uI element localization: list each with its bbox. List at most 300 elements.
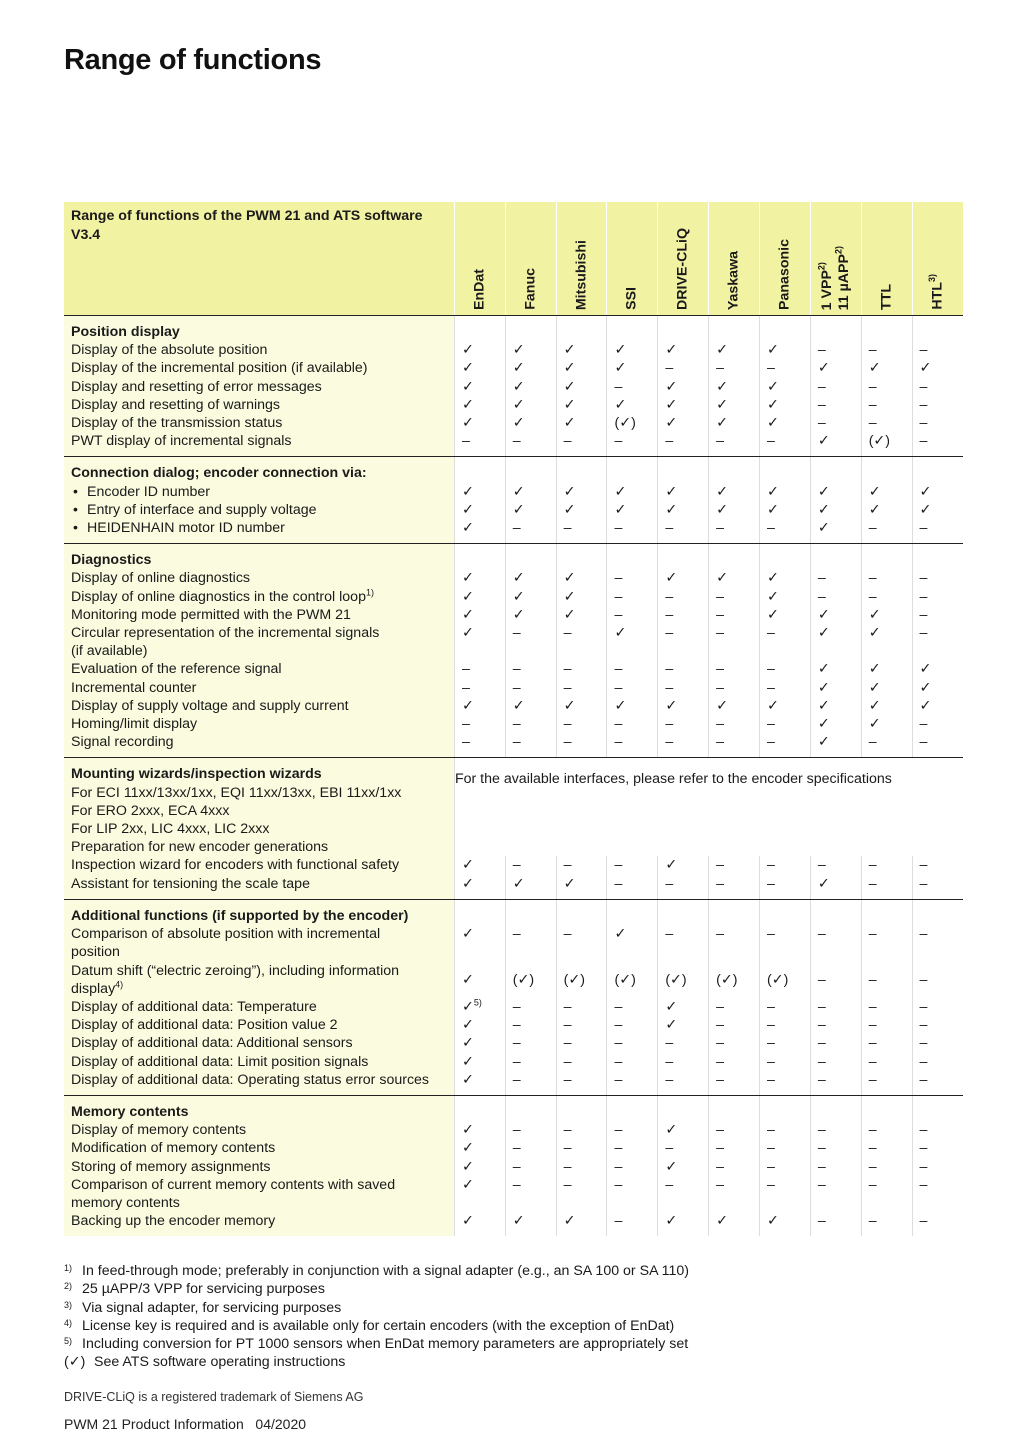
value-cell: – bbox=[912, 414, 963, 432]
row-label: Datum shift (“electric zeroing”), including information display$^{4)}$ bbox=[64, 962, 454, 998]
table-row bbox=[64, 519, 963, 544]
value-cell: ✓ bbox=[709, 396, 760, 414]
value-cell: ✓ bbox=[607, 359, 658, 377]
value-cell: – bbox=[607, 856, 658, 874]
table-row bbox=[64, 856, 963, 874]
table-row bbox=[64, 697, 963, 715]
value-cell: ✓ bbox=[556, 569, 607, 587]
table-header-label: Range of functions of the PWM 21 and ATS software V3.4 bbox=[64, 202, 454, 316]
section-title: Additional functions (if supported by the encoder) bbox=[64, 899, 454, 925]
value-cell: – bbox=[912, 1016, 963, 1034]
footnote bbox=[64, 1317, 689, 1335]
value-cell: – bbox=[505, 998, 556, 1016]
value-cell: – bbox=[556, 925, 607, 961]
value-cell: – bbox=[658, 359, 709, 377]
value-cell: – bbox=[709, 660, 760, 678]
value-cell: ✓ bbox=[709, 1212, 760, 1236]
value-cell: ✓ bbox=[505, 501, 556, 519]
value-cell: ✓ bbox=[760, 569, 811, 587]
value-cell: ✓ bbox=[709, 697, 760, 715]
value-cell: – bbox=[912, 1212, 963, 1236]
value-cell: – bbox=[505, 1016, 556, 1034]
value-cell: ✓ bbox=[760, 1212, 811, 1236]
value-cell: – bbox=[912, 341, 963, 359]
value-cell: – bbox=[505, 1034, 556, 1052]
value-cell: ✓ bbox=[709, 501, 760, 519]
value-cell: – bbox=[658, 733, 709, 758]
row-label: Homing/limit display bbox=[64, 715, 454, 733]
section-header-row bbox=[64, 758, 963, 784]
value-cell: (✓) bbox=[607, 414, 658, 432]
value-cell: – bbox=[658, 660, 709, 678]
value-cell: – bbox=[505, 733, 556, 758]
value-cell: ✓ bbox=[658, 1158, 709, 1176]
value-cell: – bbox=[709, 1158, 760, 1176]
value-cell: ✓ bbox=[760, 606, 811, 624]
value-cell: – bbox=[760, 1176, 811, 1212]
value-cell: – bbox=[607, 432, 658, 457]
value-cell: – bbox=[912, 588, 963, 606]
value-cell: – bbox=[912, 1053, 963, 1071]
value-cell: – bbox=[861, 588, 912, 606]
value-cell: (✓) bbox=[861, 432, 912, 457]
value-cell: – bbox=[658, 925, 709, 961]
value-cell: – bbox=[861, 962, 912, 998]
value-cell: – bbox=[556, 679, 607, 697]
row-label: Inspection wizard for encoders with functional safety bbox=[64, 856, 454, 874]
value-cell: – bbox=[810, 414, 861, 432]
value-cell: – bbox=[912, 715, 963, 733]
value-cell: ✓ bbox=[607, 624, 658, 660]
value-cell: – bbox=[760, 875, 811, 900]
section-header-row bbox=[64, 899, 963, 925]
footnote-text: 25 µAPP/3 VPP for servicing purposes bbox=[82, 1281, 325, 1298]
value-cell: – bbox=[760, 1071, 811, 1096]
value-cell: – bbox=[810, 998, 861, 1016]
value-cell: – bbox=[912, 875, 963, 900]
table-row bbox=[64, 483, 963, 501]
value-cell: – bbox=[607, 660, 658, 678]
value-cell: – bbox=[607, 1121, 658, 1139]
value-cell: ✓ bbox=[861, 359, 912, 377]
value-cell: ✓ bbox=[709, 378, 760, 396]
value-cell: – bbox=[709, 856, 760, 874]
value-cell: ✓ bbox=[505, 569, 556, 587]
table-row bbox=[64, 501, 963, 519]
value-cell: ✓ bbox=[861, 660, 912, 678]
footnote-text: See ATS software operating instructions bbox=[94, 1354, 346, 1371]
value-cell: – bbox=[912, 569, 963, 587]
table-header-row bbox=[64, 202, 963, 316]
value-cell: – bbox=[760, 519, 811, 544]
value-cell: ✓ bbox=[556, 588, 607, 606]
value-cell: ✓ bbox=[861, 679, 912, 697]
value-cell: ✓ bbox=[556, 359, 607, 377]
value-cell: – bbox=[810, 341, 861, 359]
value-cell: ✓ bbox=[556, 697, 607, 715]
value-cell: – bbox=[505, 856, 556, 874]
value-cell: ✓ bbox=[556, 501, 607, 519]
value-cell: – bbox=[861, 341, 912, 359]
value-cell: – bbox=[454, 679, 505, 697]
value-cell: ✓ bbox=[454, 359, 505, 377]
row-label: Display of additional data: Temperature bbox=[64, 998, 454, 1016]
value-cell: ✓ bbox=[810, 483, 861, 501]
footnote-mark: (✓) bbox=[64, 1354, 86, 1371]
value-cell: – bbox=[760, 925, 811, 961]
row-label: Incremental counter bbox=[64, 679, 454, 697]
value-cell: ✓ bbox=[454, 925, 505, 961]
value-cell: ✓ bbox=[810, 660, 861, 678]
table-row bbox=[64, 414, 963, 432]
row-label: • Entry of interface and supply voltage bbox=[64, 501, 454, 519]
section-title: Mounting wizards/inspection wizards bbox=[64, 758, 454, 784]
row-label: Evaluation of the reference signal bbox=[64, 660, 454, 678]
value-cell: – bbox=[912, 1071, 963, 1096]
value-cell: – bbox=[760, 1139, 811, 1157]
value-cell: – bbox=[505, 1139, 556, 1157]
row-label: Display of the transmission status bbox=[64, 414, 454, 432]
table-row bbox=[64, 733, 963, 758]
value-cell: – bbox=[709, 1121, 760, 1139]
value-cell: ✓ bbox=[658, 1212, 709, 1236]
column-header-label: Panasonic bbox=[776, 239, 793, 310]
value-cell: – bbox=[810, 1053, 861, 1071]
value-cell: ✓ bbox=[658, 697, 709, 715]
value-cell: – bbox=[912, 624, 963, 660]
value-cell: – bbox=[607, 569, 658, 587]
value-cell: – bbox=[505, 660, 556, 678]
table-row bbox=[64, 1053, 963, 1071]
table-row bbox=[64, 1071, 963, 1096]
value-cell: – bbox=[861, 1071, 912, 1096]
value-cell: – bbox=[709, 715, 760, 733]
footnotes bbox=[64, 1262, 689, 1372]
row-label: Display of memory contents bbox=[64, 1121, 454, 1139]
value-cell: ✓ bbox=[556, 414, 607, 432]
value-cell: ✓ bbox=[760, 396, 811, 414]
row-label: Display of additional data: Additional sensors bbox=[64, 1034, 454, 1052]
value-cell: (✓) bbox=[505, 962, 556, 998]
value-cell: – bbox=[556, 1016, 607, 1034]
footnote bbox=[64, 1299, 689, 1317]
value-cell: ✓ bbox=[607, 341, 658, 359]
value-cell: ✓ bbox=[912, 660, 963, 678]
value-cell: ✓ bbox=[861, 501, 912, 519]
footnote-mark: 5) bbox=[64, 1336, 73, 1347]
row-label: Circular representation of the incremental signals (if available) bbox=[64, 624, 454, 660]
value-cell: – bbox=[760, 1053, 811, 1071]
row-label: Backing up the encoder memory bbox=[64, 1212, 454, 1236]
value-cell: – bbox=[912, 396, 963, 414]
column-header-label: TTL bbox=[878, 284, 895, 310]
value-cell: – bbox=[505, 1053, 556, 1071]
value-cell: ✓ bbox=[709, 483, 760, 501]
value-cell: – bbox=[810, 1121, 861, 1139]
value-cell: – bbox=[505, 925, 556, 961]
value-cell: ✓ bbox=[658, 396, 709, 414]
table-row bbox=[64, 1016, 963, 1034]
value-cell: – bbox=[760, 624, 811, 660]
value-cell: ✓ bbox=[861, 483, 912, 501]
trademark-note: DRIVE-CLiQ is a registered trademark of Siemens AG bbox=[64, 1390, 364, 1404]
value-cell: – bbox=[658, 624, 709, 660]
value-cell: – bbox=[556, 519, 607, 544]
value-cell: ✓ bbox=[658, 856, 709, 874]
value-cell: ✓ bbox=[709, 341, 760, 359]
value-cell: – bbox=[810, 925, 861, 961]
section-title: Position display bbox=[64, 316, 454, 342]
value-cell: – bbox=[709, 606, 760, 624]
value-cell: – bbox=[658, 1034, 709, 1052]
value-cell: ✓ bbox=[607, 697, 658, 715]
value-cell: ✓ bbox=[760, 414, 811, 432]
section-title: Connection dialog; encoder connection via: bbox=[64, 457, 454, 483]
value-cell: – bbox=[709, 1139, 760, 1157]
value-cell: – bbox=[912, 519, 963, 544]
table-row bbox=[64, 660, 963, 678]
value-cell: ✓ bbox=[454, 962, 505, 998]
value-cell: – bbox=[760, 679, 811, 697]
table-row bbox=[64, 606, 963, 624]
value-cell: – bbox=[505, 432, 556, 457]
value-cell: ✓ bbox=[810, 624, 861, 660]
row-label: Display of the absolute position bbox=[64, 341, 454, 359]
value-cell: ✓ bbox=[760, 341, 811, 359]
value-cell: ✓ bbox=[810, 715, 861, 733]
value-cell: – bbox=[760, 715, 811, 733]
value-cell: ✓ bbox=[454, 1071, 505, 1096]
value-cell: ✓ bbox=[454, 1176, 505, 1212]
value-cell: – bbox=[505, 1176, 556, 1212]
value-cell: – bbox=[760, 660, 811, 678]
value-cell: ✓ bbox=[454, 875, 505, 900]
value-cell: – bbox=[861, 378, 912, 396]
value-cell: – bbox=[505, 1071, 556, 1096]
value-cell: – bbox=[709, 1071, 760, 1096]
value-cell: – bbox=[658, 679, 709, 697]
value-cell: – bbox=[810, 1016, 861, 1034]
value-cell: (✓) bbox=[658, 962, 709, 998]
column-header-label: DRIVE-CLiQ bbox=[674, 228, 691, 310]
value-cell: (✓) bbox=[709, 962, 760, 998]
value-cell: ✓ bbox=[709, 414, 760, 432]
value-cell: – bbox=[607, 733, 658, 758]
row-label: Signal recording bbox=[64, 733, 454, 758]
value-cell: ✓ bbox=[454, 569, 505, 587]
section-title: Diagnostics bbox=[64, 544, 454, 570]
value-cell: – bbox=[912, 962, 963, 998]
value-cell: – bbox=[607, 1139, 658, 1157]
value-cell: ✓ bbox=[810, 432, 861, 457]
value-cell: ✓ bbox=[556, 396, 607, 414]
value-cell: – bbox=[556, 1121, 607, 1139]
column-header-label: EnDat bbox=[471, 269, 488, 310]
value-cell: – bbox=[861, 1158, 912, 1176]
table-row bbox=[64, 1158, 963, 1176]
value-cell: – bbox=[607, 588, 658, 606]
value-cell: ✓ bbox=[912, 679, 963, 697]
value-cell: – bbox=[658, 588, 709, 606]
value-cell: – bbox=[556, 1176, 607, 1212]
value-cell: – bbox=[861, 856, 912, 874]
table-row bbox=[64, 396, 963, 414]
row-label: Preparation for new encoder generations bbox=[64, 838, 454, 856]
value-cell: – bbox=[912, 856, 963, 874]
table-row bbox=[64, 998, 963, 1016]
value-cell: – bbox=[607, 715, 658, 733]
table-row bbox=[64, 1034, 963, 1052]
footnote bbox=[64, 1353, 689, 1371]
value-cell: – bbox=[912, 1121, 963, 1139]
row-label: Display of additional data: Limit position signals bbox=[64, 1053, 454, 1071]
value-cell: ✓ bbox=[810, 501, 861, 519]
row-label: Monitoring mode permitted with the PWM 21 bbox=[64, 606, 454, 624]
value-cell: – bbox=[912, 1158, 963, 1176]
value-cell: – bbox=[760, 1121, 811, 1139]
value-cell: ✓ bbox=[454, 606, 505, 624]
row-label: Comparison of current memory contents with saved memory contents bbox=[64, 1176, 454, 1212]
footnote-mark: 4) bbox=[64, 1317, 73, 1328]
value-cell: ✓ bbox=[454, 396, 505, 414]
value-cell: – bbox=[709, 359, 760, 377]
value-cell: ✓ bbox=[505, 378, 556, 396]
value-cell: ✓ bbox=[454, 378, 505, 396]
row-label: Display of additional data: Operating status error sources bbox=[64, 1071, 454, 1096]
value-cell: – bbox=[810, 378, 861, 396]
table-row bbox=[64, 341, 963, 359]
value-cell: ✓ bbox=[760, 697, 811, 715]
value-cell: ✓ bbox=[607, 396, 658, 414]
value-cell: ✓ bbox=[454, 414, 505, 432]
row-label: For ERO 2xxx, ECA 4xxx bbox=[64, 802, 454, 820]
value-cell: – bbox=[861, 733, 912, 758]
value-cell: – bbox=[810, 1212, 861, 1236]
value-cell: ✓ bbox=[505, 606, 556, 624]
value-cell: – bbox=[709, 875, 760, 900]
value-cell: – bbox=[556, 660, 607, 678]
value-cell: – bbox=[861, 569, 912, 587]
column-header-label: Yaskawa bbox=[725, 250, 742, 310]
value-cell: ✓ bbox=[912, 483, 963, 501]
value-cell: – bbox=[861, 875, 912, 900]
row-label: • Encoder ID number bbox=[64, 483, 454, 501]
value-cell: – bbox=[607, 606, 658, 624]
value-cell: – bbox=[861, 1176, 912, 1212]
value-cell: – bbox=[658, 606, 709, 624]
value-cell: ✓ bbox=[861, 606, 912, 624]
value-cell: ✓ bbox=[760, 483, 811, 501]
row-label: Display of the incremental position (if available) bbox=[64, 359, 454, 377]
value-cell: – bbox=[454, 432, 505, 457]
table-row bbox=[64, 359, 963, 377]
value-cell: ✓ bbox=[760, 501, 811, 519]
value-cell: ✓ bbox=[454, 1158, 505, 1176]
value-cell: – bbox=[607, 679, 658, 697]
value-cell: – bbox=[760, 998, 811, 1016]
value-cell: ✓ bbox=[658, 569, 709, 587]
footnote-text: Including conversion for PT 1000 sensors when EnDat memory parameters are appropriately set bbox=[82, 1336, 689, 1353]
value-cell: – bbox=[861, 925, 912, 961]
value-cell: – bbox=[810, 856, 861, 874]
value-cell: ✓ bbox=[454, 856, 505, 874]
value-cell: – bbox=[912, 378, 963, 396]
value-cell: – bbox=[505, 519, 556, 544]
value-cell: – bbox=[607, 1034, 658, 1052]
value-cell: – bbox=[556, 733, 607, 758]
value-cell: – bbox=[861, 1121, 912, 1139]
row-label: Display and resetting of warnings bbox=[64, 396, 454, 414]
row-label: Storing of memory assignments bbox=[64, 1158, 454, 1176]
row-label: PWT display of incremental signals bbox=[64, 432, 454, 457]
value-cell: – bbox=[709, 624, 760, 660]
value-cell: – bbox=[556, 432, 607, 457]
value-cell: ✓ bbox=[505, 483, 556, 501]
value-cell: – bbox=[607, 1071, 658, 1096]
value-cell: ✓ bbox=[658, 378, 709, 396]
value-cell: – bbox=[556, 856, 607, 874]
value-cell: – bbox=[861, 1053, 912, 1071]
value-cell: ✓ bbox=[505, 341, 556, 359]
value-cell: ✓ bbox=[658, 1016, 709, 1034]
value-cell: – bbox=[912, 1176, 963, 1212]
value-cell: – bbox=[709, 679, 760, 697]
value-cell: ✓ bbox=[658, 483, 709, 501]
value-cell: ✓ bbox=[810, 697, 861, 715]
value-cell: ✓ bbox=[505, 588, 556, 606]
table-row bbox=[64, 378, 963, 396]
value-cell: ✓ bbox=[556, 875, 607, 900]
column-header bbox=[760, 202, 811, 316]
value-cell: ✓ bbox=[658, 341, 709, 359]
column-header-label: 1 VPP$^{2)}$ 11 µAPP$^{2)}$ bbox=[816, 245, 852, 310]
value-cell: – bbox=[607, 1053, 658, 1071]
value-cell: – bbox=[607, 875, 658, 900]
value-cell: ✓ bbox=[607, 925, 658, 961]
value-cell: – bbox=[505, 624, 556, 660]
row-label: Display of online diagnostics in the control loop$^{1)}$ bbox=[64, 588, 454, 606]
value-cell: – bbox=[810, 1176, 861, 1212]
column-header bbox=[810, 202, 861, 316]
value-cell: – bbox=[709, 1016, 760, 1034]
value-cell: ✓ bbox=[658, 1121, 709, 1139]
value-cell: – bbox=[658, 519, 709, 544]
value-cell: ✓ bbox=[861, 715, 912, 733]
value-cell: – bbox=[454, 660, 505, 678]
row-label: Display and resetting of error messages bbox=[64, 378, 454, 396]
column-header bbox=[556, 202, 607, 316]
page-footer: PWM 21 Product Information 04/2020 bbox=[64, 1416, 307, 1432]
table-row bbox=[64, 1121, 963, 1139]
table-row bbox=[64, 715, 963, 733]
value-cell: – bbox=[658, 1139, 709, 1157]
row-label: For ECI 11xx/13xx/1xx, EQI 11xx/13xx, EBI 11xx/1xx bbox=[64, 784, 454, 802]
value-cell: – bbox=[810, 1034, 861, 1052]
value-cell: ✓ bbox=[912, 697, 963, 715]
value-cell: ✓ bbox=[454, 1121, 505, 1139]
table-row bbox=[64, 925, 963, 961]
value-cell: ✓ bbox=[454, 1139, 505, 1157]
value-cell: – bbox=[861, 1212, 912, 1236]
value-cell: ✓ bbox=[505, 1212, 556, 1236]
table-row bbox=[64, 432, 963, 457]
value-cell: – bbox=[861, 519, 912, 544]
value-cell: ✓ bbox=[810, 679, 861, 697]
value-cell: – bbox=[810, 1139, 861, 1157]
column-header-label: HTL$^{3)}$ bbox=[926, 274, 946, 310]
table-row bbox=[64, 588, 963, 606]
value-cell: – bbox=[861, 414, 912, 432]
